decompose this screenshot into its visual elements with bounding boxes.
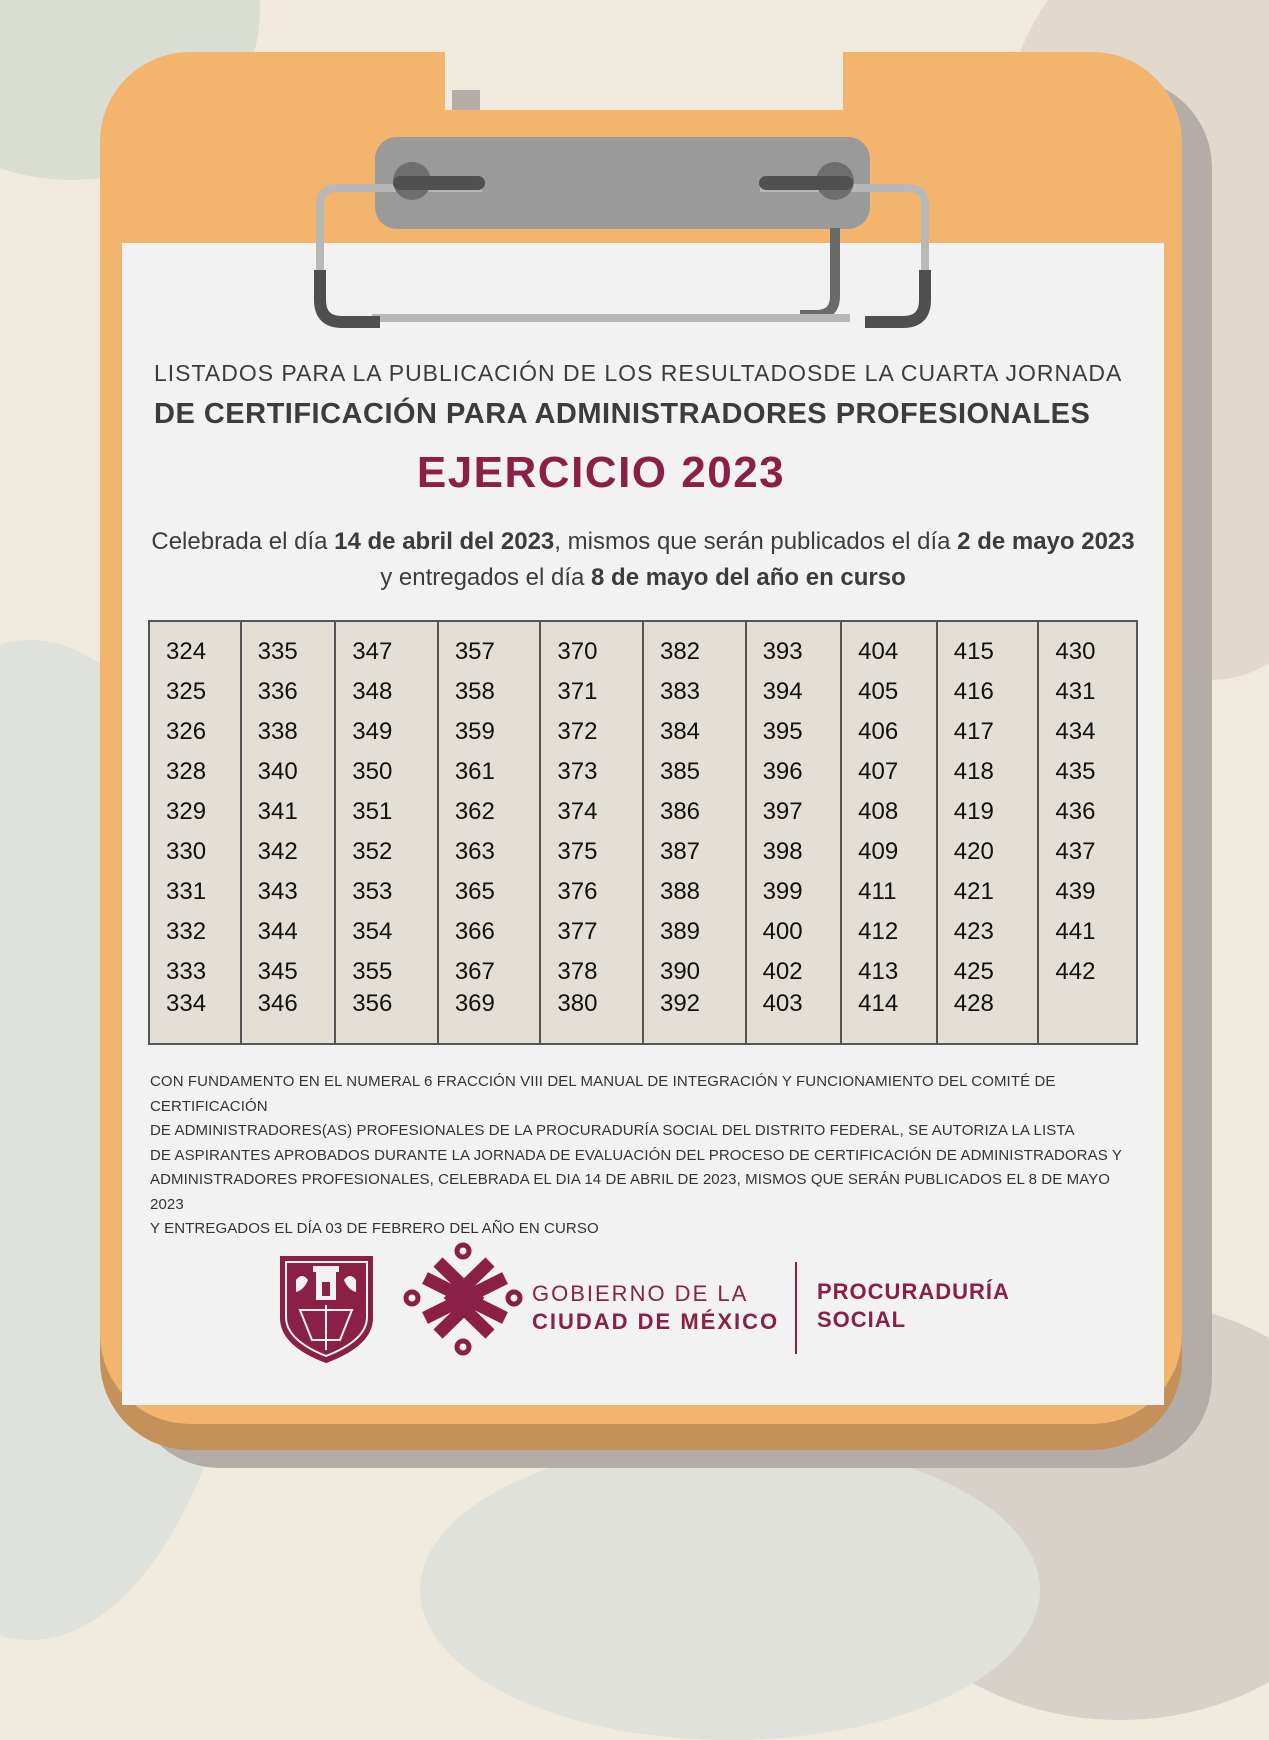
clip-icon (0, 0, 1269, 340)
subtitle-line-2 (122, 564, 1164, 592)
table-cell: 338 (257, 718, 298, 745)
subtitle-text: y entregados el día (380, 564, 592, 591)
table-cell: 357 (454, 638, 495, 665)
table-column (842, 622, 938, 1043)
table-cell: 435 (1055, 758, 1096, 785)
table-cell: 412 (858, 918, 899, 945)
table-cell: 326 (166, 718, 207, 745)
table-cell: 436 (1055, 798, 1096, 825)
table-cell: 348 (352, 678, 393, 705)
subtitle-text: Celebrada el día (151, 528, 335, 555)
background-shape (420, 1440, 1040, 1740)
table-column (336, 622, 439, 1043)
table-cell: 363 (454, 838, 495, 865)
table-cell: 366 (454, 918, 495, 945)
table-cell: 400 (762, 918, 803, 945)
header-line-2: DE CERTIFICACIÓN PARA ADMINISTRADORES PROFESIONALES (154, 398, 1091, 430)
table-cell: 416 (953, 678, 994, 705)
table-cell: 351 (352, 798, 393, 825)
legal-note-line: DE ASPIRANTES APROBADOS DURANTE LA JORNADA DE EVALUACIÓN DEL PROCESO DE CERTIFICACIÓN DE ADMINISTRADORAS Y (150, 1146, 1122, 1164)
cdmx-logo-line: GOBIERNO DE LA (532, 1281, 749, 1306)
table-cell: 350 (352, 758, 393, 785)
table-cell: 356 (352, 990, 393, 1017)
table-cell: 419 (953, 798, 994, 825)
table-cell: 434 (1055, 718, 1096, 745)
table-cell: 420 (953, 838, 994, 865)
results-table (148, 620, 1138, 1045)
table-cell: 397 (762, 798, 803, 825)
table-cell: 441 (1055, 918, 1096, 945)
table-cell: 329 (166, 798, 207, 825)
table-cell: 334 (166, 990, 207, 1017)
table-column (938, 622, 1040, 1043)
table-cell: 335 (257, 638, 298, 665)
table-cell: 349 (352, 718, 393, 745)
table-cell: 404 (858, 638, 899, 665)
table-cell: 428 (953, 990, 994, 1017)
table-cell: 375 (557, 838, 598, 865)
logo-divider (795, 1262, 797, 1354)
table-cell: 389 (659, 918, 701, 945)
cdmx-logo-line: CIUDAD DE MÉXICO (532, 1309, 780, 1334)
table-column (242, 622, 337, 1043)
table-cell: 325 (166, 678, 207, 705)
table-cell: 413 (858, 958, 899, 985)
table-cell: 415 (953, 638, 994, 665)
table-cell: 369 (454, 990, 495, 1017)
table-cell: 423 (953, 918, 994, 945)
table-cell: 394 (762, 678, 803, 705)
table-cell: 352 (352, 838, 393, 865)
table-cell: 377 (557, 918, 598, 945)
table-cell: 372 (557, 718, 598, 745)
table-column (644, 622, 747, 1043)
table-cell: 396 (762, 758, 803, 785)
table-cell: 374 (557, 798, 598, 825)
table-cell: 439 (1055, 878, 1096, 905)
table-cell: 346 (257, 990, 298, 1017)
table-cell: 361 (454, 758, 495, 785)
table-column (747, 622, 843, 1043)
procuraduria-logo-line: SOCIAL (817, 1307, 907, 1332)
table-cell: 332 (166, 918, 207, 945)
table-cell: 442 (1055, 958, 1096, 985)
table-cell: 418 (953, 758, 994, 785)
table-cell: 425 (953, 958, 994, 985)
table-cell: 398 (762, 838, 803, 865)
cdmx-logo-text (532, 1280, 779, 1336)
table-cell: 408 (858, 798, 899, 825)
table-cell: 414 (858, 990, 899, 1017)
table-cell: 345 (257, 958, 298, 985)
table-cell: 336 (257, 678, 298, 705)
table-cell: 385 (659, 758, 701, 785)
table-cell: 343 (257, 878, 298, 905)
table-cell: 430 (1055, 638, 1096, 665)
table-cell: 365 (454, 878, 495, 905)
legal-note-line: Y ENTREGADOS EL DÍA 03 DE FEBRERO DEL AÑO EN CURSO (150, 1220, 599, 1237)
table-cell: 382 (659, 638, 701, 665)
subtitle-line-1 (122, 528, 1164, 556)
table-cell: 353 (352, 878, 393, 905)
table-column (1039, 622, 1136, 1043)
table-cell: 328 (166, 758, 207, 785)
table-cell: 380 (557, 990, 598, 1017)
table-cell: 402 (762, 958, 803, 985)
table-cell: 395 (762, 718, 803, 745)
subtitle-date: 8 de mayo del año en curso (591, 564, 906, 591)
table-cell: 390 (659, 958, 701, 985)
table-cell: 384 (659, 718, 701, 745)
table-cell: 324 (166, 638, 207, 665)
header-line-1: LISTADOS PARA LA PUBLICACIÓN DE LOS RESULTADOSDE LA CUARTA JORNADA (154, 360, 1123, 386)
table-cell: 373 (557, 758, 598, 785)
subtitle-date: 14 de abril del 2023 (334, 528, 555, 555)
table-cell: 330 (166, 838, 207, 865)
table-cell: 392 (659, 990, 701, 1017)
table-cell: 407 (858, 758, 899, 785)
table-cell: 340 (257, 758, 298, 785)
table-cell: 376 (557, 878, 598, 905)
table-cell: 431 (1055, 678, 1096, 705)
table-cell: 341 (257, 798, 298, 825)
legal-note (150, 1070, 1140, 1242)
table-column (541, 622, 644, 1043)
legal-note-line: DE ADMINISTRADORES(AS) PROFESIONALES DE LA PROCURADURÍA SOCIAL DEL DISTRITO FEDERAL, SE AUTORIZA LA LISTA (150, 1122, 1075, 1139)
table-cell: 403 (762, 990, 803, 1017)
table-cell: 409 (858, 838, 899, 865)
procuraduria-logo-line: PROCURADURÍA (817, 1279, 1010, 1304)
table-cell: 371 (557, 678, 598, 705)
legal-note-line: CON FUNDAMENTO EN EL NUMERAL 6 FRACCIÓN VIII DEL MANUAL DE INTEGRACIÓN Y FUNCIONAMIENTO DEL COMITÉ DE CERTIFICACIÓN (150, 1073, 1056, 1115)
table-cell: 358 (454, 678, 495, 705)
subtitle-date: 2 de mayo 2023 (957, 528, 1135, 555)
legal-note-line: ADMINISTRADORES PROFESIONALES, CELEBRADA EL DIA 14 DE ABRIL DE 2023, MISMOS QUE SERÁN PUBLICADOS EL 8 DE MAYO 2023 (150, 1171, 1111, 1213)
table-cell: 333 (166, 958, 207, 985)
table-cell: 359 (454, 718, 495, 745)
table-cell: 386 (659, 798, 701, 825)
table-cell: 411 (858, 878, 897, 905)
subtitle-text: , mismos que serán publicados el día (554, 528, 958, 555)
table-cell: 355 (352, 958, 393, 985)
table-cell: 383 (659, 678, 701, 705)
page-title: EJERCICIO 2023 (416, 448, 786, 497)
procuraduria-logo-text (817, 1278, 1010, 1334)
table-cell: 406 (858, 718, 899, 745)
table-cell: 387 (659, 838, 701, 865)
table-cell: 417 (953, 718, 994, 745)
table-cell: 393 (762, 638, 803, 665)
table-cell: 378 (557, 958, 598, 985)
table-cell: 362 (454, 798, 495, 825)
table-column (150, 622, 242, 1043)
table-cell: 370 (557, 638, 598, 665)
table-cell: 344 (257, 918, 298, 945)
table-cell: 388 (659, 878, 701, 905)
table-cell: 342 (257, 838, 298, 865)
table-cell: 347 (352, 638, 393, 665)
table-cell: 331 (166, 878, 207, 905)
table-cell: 405 (858, 678, 899, 705)
table-cell: 399 (762, 878, 803, 905)
table-cell: 421 (953, 878, 994, 905)
table-cell: 437 (1055, 838, 1096, 865)
table-column (439, 622, 542, 1043)
table-cell: 367 (454, 958, 495, 985)
table-cell: 354 (352, 918, 393, 945)
